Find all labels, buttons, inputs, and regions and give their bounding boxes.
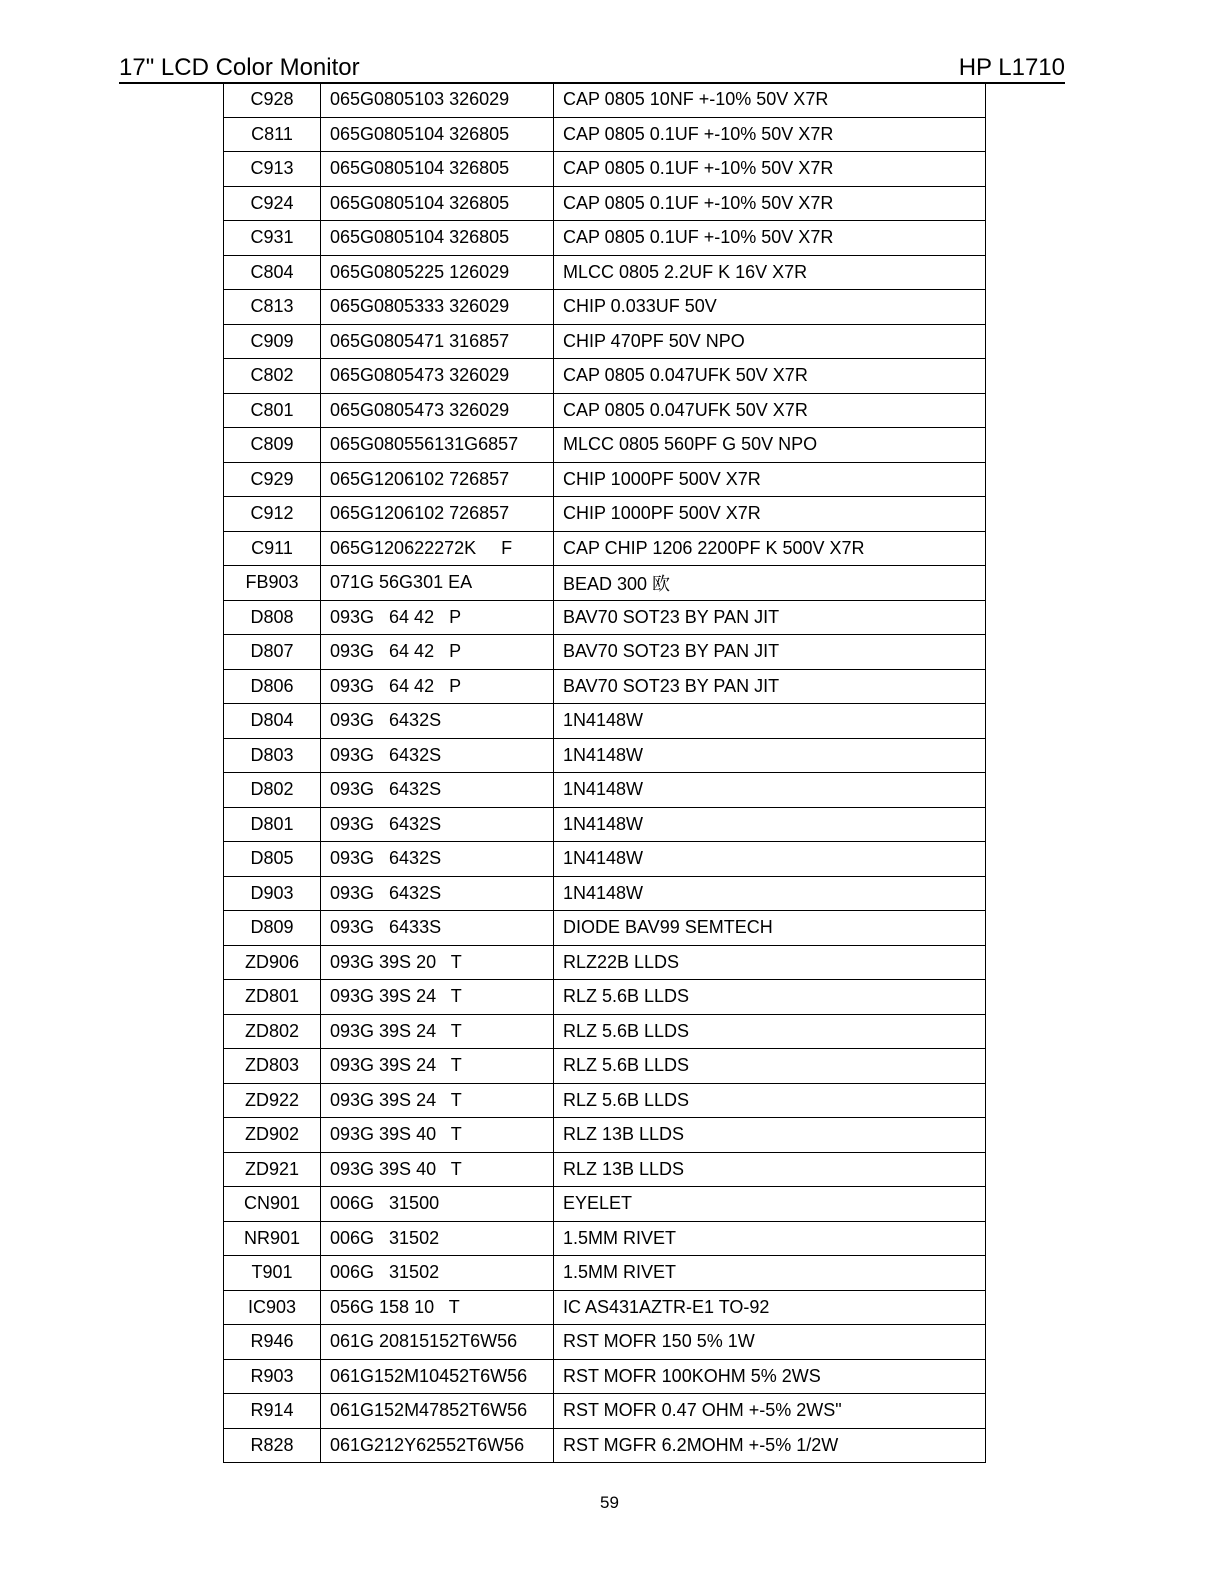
description-cell: RST MOFR 100KOHM 5% 2WS bbox=[554, 1359, 986, 1394]
ref-cell: D806 bbox=[224, 669, 321, 704]
table-row bbox=[224, 83, 986, 118]
part-number-cell: 065G0805225 126029 bbox=[321, 255, 554, 290]
table-row bbox=[224, 393, 986, 428]
description-cell: CHIP 470PF 50V NPO bbox=[554, 324, 986, 359]
ref-cell: FB903 bbox=[224, 566, 321, 601]
ref-cell: R828 bbox=[224, 1428, 321, 1463]
part-number-cell: 093G 6432S bbox=[321, 704, 554, 739]
description-cell: RLZ 5.6B LLDS bbox=[554, 1049, 986, 1084]
ref-cell: ZD906 bbox=[224, 945, 321, 980]
table-row bbox=[224, 911, 986, 946]
description-cell: RLZ 13B LLDS bbox=[554, 1118, 986, 1153]
table-row bbox=[224, 497, 986, 532]
part-number-cell: 093G 39S 24 T bbox=[321, 1049, 554, 1084]
table-row bbox=[224, 738, 986, 773]
table-row bbox=[224, 945, 986, 980]
description-cell: RLZ 5.6B LLDS bbox=[554, 1083, 986, 1118]
part-number-cell: 065G0805104 326805 bbox=[321, 152, 554, 187]
table-row bbox=[224, 531, 986, 566]
ref-cell: C909 bbox=[224, 324, 321, 359]
ref-cell: C809 bbox=[224, 428, 321, 463]
ref-cell: C929 bbox=[224, 462, 321, 497]
ref-cell: CN901 bbox=[224, 1187, 321, 1222]
ref-cell: ZD801 bbox=[224, 980, 321, 1015]
ref-cell: C811 bbox=[224, 117, 321, 152]
ref-cell: ZD902 bbox=[224, 1118, 321, 1153]
table-row bbox=[224, 635, 986, 670]
table-row bbox=[224, 1118, 986, 1153]
table-row bbox=[224, 221, 986, 256]
table-row bbox=[224, 255, 986, 290]
ref-cell: D803 bbox=[224, 738, 321, 773]
part-number-cell: 065G1206102 726857 bbox=[321, 497, 554, 532]
table-row bbox=[224, 566, 986, 601]
ref-cell: C813 bbox=[224, 290, 321, 325]
part-number-cell: 065G120622272K F bbox=[321, 531, 554, 566]
table-row bbox=[224, 773, 986, 808]
part-number-cell: 093G 6432S bbox=[321, 807, 554, 842]
description-cell: BEAD 300 欧 bbox=[554, 566, 986, 601]
table-row bbox=[224, 1290, 986, 1325]
ref-cell: ZD922 bbox=[224, 1083, 321, 1118]
table-row bbox=[224, 1359, 986, 1394]
table-row bbox=[224, 117, 986, 152]
ref-cell: D804 bbox=[224, 704, 321, 739]
table-row bbox=[224, 980, 986, 1015]
table-row bbox=[224, 1428, 986, 1463]
ref-cell: ZD803 bbox=[224, 1049, 321, 1084]
part-number-cell: 061G 20815152T6W56 bbox=[321, 1325, 554, 1360]
part-number-cell: 056G 158 10 T bbox=[321, 1290, 554, 1325]
ref-cell: R903 bbox=[224, 1359, 321, 1394]
page-header bbox=[119, 52, 1065, 84]
part-number-cell: 093G 6433S bbox=[321, 911, 554, 946]
ref-cell: NR901 bbox=[224, 1221, 321, 1256]
description-cell: CAP 0805 0.1UF +-10% 50V X7R bbox=[554, 152, 986, 187]
model-name: HP L1710 bbox=[958, 54, 1065, 81]
ref-cell: R914 bbox=[224, 1394, 321, 1429]
part-number-cell: 093G 64 42 P bbox=[321, 635, 554, 670]
description-cell: CHIP 1000PF 500V X7R bbox=[554, 462, 986, 497]
ref-cell: ZD921 bbox=[224, 1152, 321, 1187]
ref-cell: D807 bbox=[224, 635, 321, 670]
part-number-cell: 093G 6432S bbox=[321, 738, 554, 773]
ref-cell: D903 bbox=[224, 876, 321, 911]
table-row bbox=[224, 807, 986, 842]
part-number-cell: 061G152M47852T6W56 bbox=[321, 1394, 554, 1429]
part-number-cell: 093G 6432S bbox=[321, 842, 554, 877]
table-row bbox=[224, 290, 986, 325]
ref-cell: C924 bbox=[224, 186, 321, 221]
part-number-cell: 093G 39S 24 T bbox=[321, 980, 554, 1015]
table-row bbox=[224, 876, 986, 911]
ref-cell: C911 bbox=[224, 531, 321, 566]
table-row bbox=[224, 1083, 986, 1118]
description-cell: 1.5MM RIVET bbox=[554, 1221, 986, 1256]
table-row bbox=[224, 1014, 986, 1049]
description-cell: RLZ22B LLDS bbox=[554, 945, 986, 980]
description-cell: CHIP 0.033UF 50V bbox=[554, 290, 986, 325]
part-number-cell: 061G152M10452T6W56 bbox=[321, 1359, 554, 1394]
table-row bbox=[224, 600, 986, 635]
ref-cell: C801 bbox=[224, 393, 321, 428]
table-row bbox=[224, 1221, 986, 1256]
page-number: 59 bbox=[600, 1493, 619, 1512]
table-row bbox=[224, 1152, 986, 1187]
ref-cell: C912 bbox=[224, 497, 321, 532]
parts-list-body bbox=[224, 83, 986, 1463]
part-number-cell: 065G0805103 326029 bbox=[321, 83, 554, 118]
ref-cell: D809 bbox=[224, 911, 321, 946]
document-title: 17" LCD Color Monitor bbox=[119, 54, 360, 81]
part-number-cell: 093G 64 42 P bbox=[321, 600, 554, 635]
description-cell: DIODE BAV99 SEMTECH bbox=[554, 911, 986, 946]
part-number-cell: 093G 39S 20 T bbox=[321, 945, 554, 980]
table-row bbox=[224, 1256, 986, 1291]
part-number-cell: 093G 39S 40 T bbox=[321, 1152, 554, 1187]
part-number-cell: 006G 31500 bbox=[321, 1187, 554, 1222]
description-cell: CAP 0805 0.1UF +-10% 50V X7R bbox=[554, 186, 986, 221]
table-row bbox=[224, 704, 986, 739]
ref-cell: D801 bbox=[224, 807, 321, 842]
description-cell: RST MOFR 0.47 OHM +-5% 2WS" bbox=[554, 1394, 986, 1429]
ref-cell: C913 bbox=[224, 152, 321, 187]
table-row bbox=[224, 1325, 986, 1360]
description-cell: CAP 0805 0.1UF +-10% 50V X7R bbox=[554, 117, 986, 152]
description-cell: CAP 0805 0.047UFK 50V X7R bbox=[554, 393, 986, 428]
table-row bbox=[224, 462, 986, 497]
part-number-cell: 071G 56G301 EA bbox=[321, 566, 554, 601]
description-cell: BAV70 SOT23 BY PAN JIT bbox=[554, 635, 986, 670]
ref-cell: R946 bbox=[224, 1325, 321, 1360]
description-cell: IC AS431AZTR-E1 TO-92 bbox=[554, 1290, 986, 1325]
part-number-cell: 061G212Y62552T6W56 bbox=[321, 1428, 554, 1463]
part-number-cell: 065G0805473 326029 bbox=[321, 359, 554, 394]
description-cell: MLCC 0805 560PF G 50V NPO bbox=[554, 428, 986, 463]
description-cell: 1N4148W bbox=[554, 738, 986, 773]
part-number-cell: 065G1206102 726857 bbox=[321, 462, 554, 497]
description-cell: EYELET bbox=[554, 1187, 986, 1222]
description-cell: CAP 0805 0.047UFK 50V X7R bbox=[554, 359, 986, 394]
description-cell: RLZ 5.6B LLDS bbox=[554, 1014, 986, 1049]
part-number-cell: 006G 31502 bbox=[321, 1221, 554, 1256]
description-cell: CAP CHIP 1206 2200PF K 500V X7R bbox=[554, 531, 986, 566]
ref-cell: D805 bbox=[224, 842, 321, 877]
part-number-cell: 065G080556131G6857 bbox=[321, 428, 554, 463]
description-cell: CAP 0805 0.1UF +-10% 50V X7R bbox=[554, 221, 986, 256]
description-cell: BAV70 SOT23 BY PAN JIT bbox=[554, 669, 986, 704]
part-number-cell: 065G0805104 326805 bbox=[321, 186, 554, 221]
table-row bbox=[224, 1394, 986, 1429]
ref-cell: C931 bbox=[224, 221, 321, 256]
part-number-cell: 093G 39S 24 T bbox=[321, 1014, 554, 1049]
description-cell: BAV70 SOT23 BY PAN JIT bbox=[554, 600, 986, 635]
ref-cell: C804 bbox=[224, 255, 321, 290]
part-number-cell: 065G0805104 326805 bbox=[321, 117, 554, 152]
description-cell: 1N4148W bbox=[554, 704, 986, 739]
description-cell: RLZ 5.6B LLDS bbox=[554, 980, 986, 1015]
ref-cell: IC903 bbox=[224, 1290, 321, 1325]
description-cell: CHIP 1000PF 500V X7R bbox=[554, 497, 986, 532]
table-row bbox=[224, 186, 986, 221]
description-cell: 1.5MM RIVET bbox=[554, 1256, 986, 1291]
part-number-cell: 093G 39S 40 T bbox=[321, 1118, 554, 1153]
description-cell: 1N4148W bbox=[554, 807, 986, 842]
description-cell: RLZ 13B LLDS bbox=[554, 1152, 986, 1187]
part-number-cell: 006G 31502 bbox=[321, 1256, 554, 1291]
table-row bbox=[224, 1049, 986, 1084]
ref-cell: D808 bbox=[224, 600, 321, 635]
table-row bbox=[224, 1187, 986, 1222]
part-number-cell: 093G 64 42 P bbox=[321, 669, 554, 704]
part-number-cell: 065G0805333 326029 bbox=[321, 290, 554, 325]
description-cell: MLCC 0805 2.2UF K 16V X7R bbox=[554, 255, 986, 290]
table-row bbox=[224, 842, 986, 877]
description-cell: RST MGFR 6.2MOHM +-5% 1/2W bbox=[554, 1428, 986, 1463]
table-row bbox=[224, 152, 986, 187]
part-number-cell: 093G 6432S bbox=[321, 876, 554, 911]
description-cell: 1N4148W bbox=[554, 842, 986, 877]
ref-cell: C802 bbox=[224, 359, 321, 394]
description-cell: CAP 0805 10NF +-10% 50V X7R bbox=[554, 83, 986, 118]
part-number-cell: 065G0805471 316857 bbox=[321, 324, 554, 359]
ref-cell: ZD802 bbox=[224, 1014, 321, 1049]
table-row bbox=[224, 428, 986, 463]
description-cell: 1N4148W bbox=[554, 773, 986, 808]
table-row bbox=[224, 359, 986, 394]
description-cell: RST MOFR 150 5% 1W bbox=[554, 1325, 986, 1360]
ref-cell: C928 bbox=[224, 83, 321, 118]
part-number-cell: 093G 39S 24 T bbox=[321, 1083, 554, 1118]
table-row bbox=[224, 669, 986, 704]
part-number-cell: 065G0805473 326029 bbox=[321, 393, 554, 428]
table-row bbox=[224, 324, 986, 359]
ref-cell: D802 bbox=[224, 773, 321, 808]
description-cell: 1N4148W bbox=[554, 876, 986, 911]
part-number-cell: 065G0805104 326805 bbox=[321, 221, 554, 256]
parts-list-table bbox=[223, 82, 986, 1463]
ref-cell: T901 bbox=[224, 1256, 321, 1291]
part-number-cell: 093G 6432S bbox=[321, 773, 554, 808]
